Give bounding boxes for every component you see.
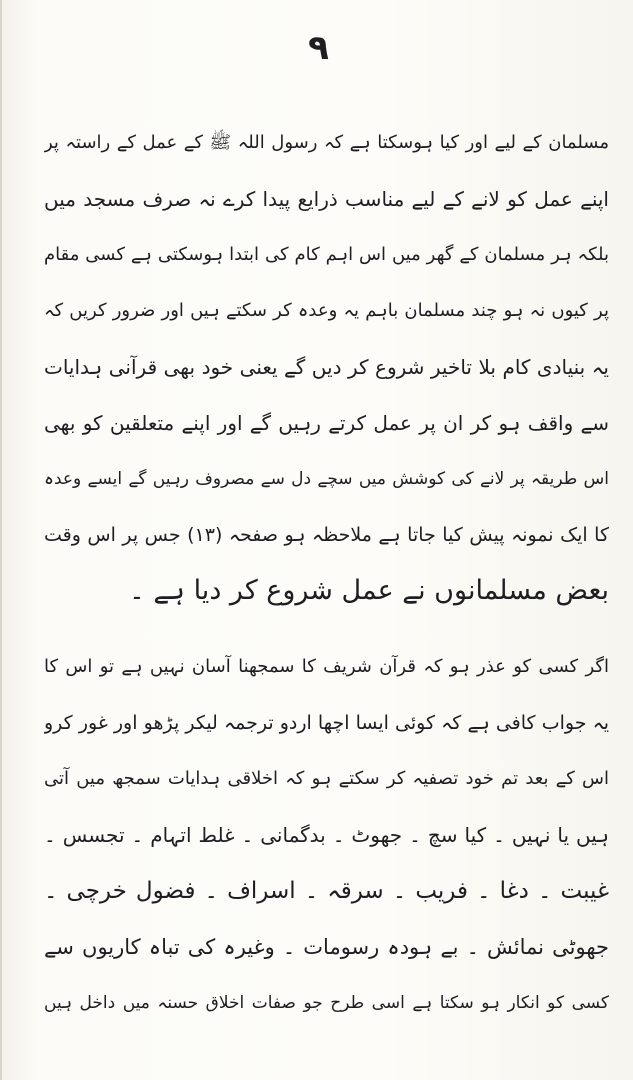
text-line: جھوٹی نمائش ۔ بے ہودہ رسومات ۔ وغیرہ کی تباہ کاریوں سے (44, 935, 609, 959)
text-line: سے واقف ہو کر ان پر عمل کرتے رہیں گے اور اپنے متعلقین کو بھی (44, 411, 609, 435)
text-line: اس کے بعد تم خود تصفیہ کر سکتے ہو کہ اخلاقی ہدایات سمجھ میں آتی (44, 768, 609, 789)
text-line: اس طریقہ پر لانے کی کوشش میں سچے دل سے مصروف رہیں گے ایسے وعدہ (44, 469, 609, 489)
text-line: پر کیوں نہ ہو چند مسلمان باہم یہ وعدہ کر سکتے ہیں اور ضرور کریں کہ (44, 300, 609, 321)
text-line: ہیں یا نہیں ۔ کیا سچ ۔ جھوٹ ۔ بدگمانی ۔ غلط اتہام ۔ تجسس ۔ (44, 823, 609, 847)
text-line: بلکہ ہر مسلمان کے گھر میں اس اہم کام کی ابتدا ہوسکتی ہے کسی مقام (44, 244, 609, 265)
text-line: بعض مسلمانوں نے عمل شروع کر دیا ہے ۔ (128, 575, 609, 606)
text-line: یہ جواب کافی ہے کہ کوئی ایسا اچھا اردو ترجمہ لیکر پڑھو اور غور کرو (44, 712, 609, 734)
text-line: اگر کسی کو عذر ہو کہ قرآن شریف کا سمجھنا آسان نہیں ہے تو اس کا (44, 656, 609, 677)
text-line: یہ بنیادی کام بلا تاخیر شروع کر دیں گے یعنی خود بھی قرآنی ہدایات (44, 355, 609, 379)
text-line: غیبت ۔ دغا ۔ فریب ۔ سرقہ ۔ اسراف ۔ فضول خرچی ۔ (44, 878, 609, 904)
page-number: ۹ (308, 28, 329, 68)
text-line: کا ایک نمونہ پیش کیا جاتا ہے ملاحظہ ہو صفحہ (۱۳) جس پر اس وقت (44, 524, 609, 546)
text-line: مسلمان کے لیے اور کیا ہوسکتا ہے کہ رسول اللہ ﷺ کے عمل کے راستہ پر (44, 132, 609, 153)
text-line: اپنے عمل کو لانے کے لیے مناسب ذرایع پیدا کرے نہ صرف مسجد میں (44, 187, 609, 211)
text-line: کسی کو انکار ہو سکتا ہے اسی طرح جو صفات اخلاق حسنہ میں داخل ہیں (44, 993, 609, 1013)
